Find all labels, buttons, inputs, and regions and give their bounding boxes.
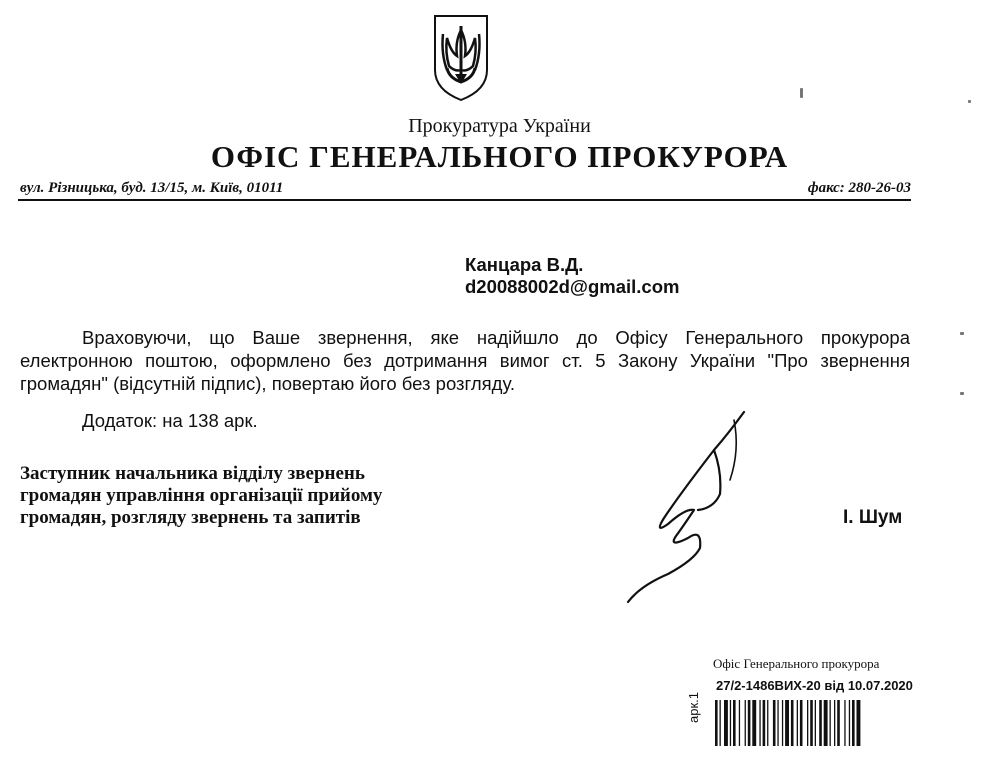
signer-position-line3: громадян, розгляду звернень та запитів <box>20 507 361 528</box>
barcode-icon <box>715 700 945 746</box>
signer-position-line2: громадян управління організації прийому <box>20 485 383 506</box>
letter-body <box>20 326 910 395</box>
office-address: вул. Різницька, буд. 13/15, м. Київ, 01011 <box>20 180 284 196</box>
office-title: ОФІС ГЕНЕРАЛЬНОГО ПРОКУРОРА <box>210 139 789 174</box>
coat-of-arms-icon <box>429 12 493 104</box>
sheet-label: арк.1 <box>686 692 701 723</box>
agency-name: Прокуратура України <box>408 115 591 137</box>
scan-speck <box>968 100 971 103</box>
body-paragraph: Враховуючи, що Ваше звернення, яке надійшло до Офісу Генерального прокурора електронною поштою, оформлено без дотримання вимог ст. 5 Закону України "Про звернення громадян" (відсутній підпис), повертаю його без розгляду. <box>20 327 910 394</box>
registration-number: 27/2-1486ВИХ-20 від 10.07.2020 <box>716 678 913 693</box>
recipient-email: d20088002d@gmail.com <box>465 276 680 297</box>
signer-position-line1: Заступник начальника відділу звернень <box>20 463 365 484</box>
scan-speck <box>800 88 803 98</box>
signer-name: І. Шум <box>843 507 903 528</box>
scan-speck <box>960 332 964 335</box>
handwritten-signature <box>610 410 770 605</box>
header-divider <box>18 199 911 201</box>
office-fax: факс: 280-26-03 <box>807 180 911 196</box>
attachment-note: Додаток: на 138 арк. <box>82 410 258 431</box>
recipient-name: Канцара В.Д. <box>465 254 584 275</box>
signer-position <box>20 463 480 529</box>
stamp-office: Офіс Генерального прокурора <box>713 656 880 671</box>
scan-speck <box>960 392 964 395</box>
